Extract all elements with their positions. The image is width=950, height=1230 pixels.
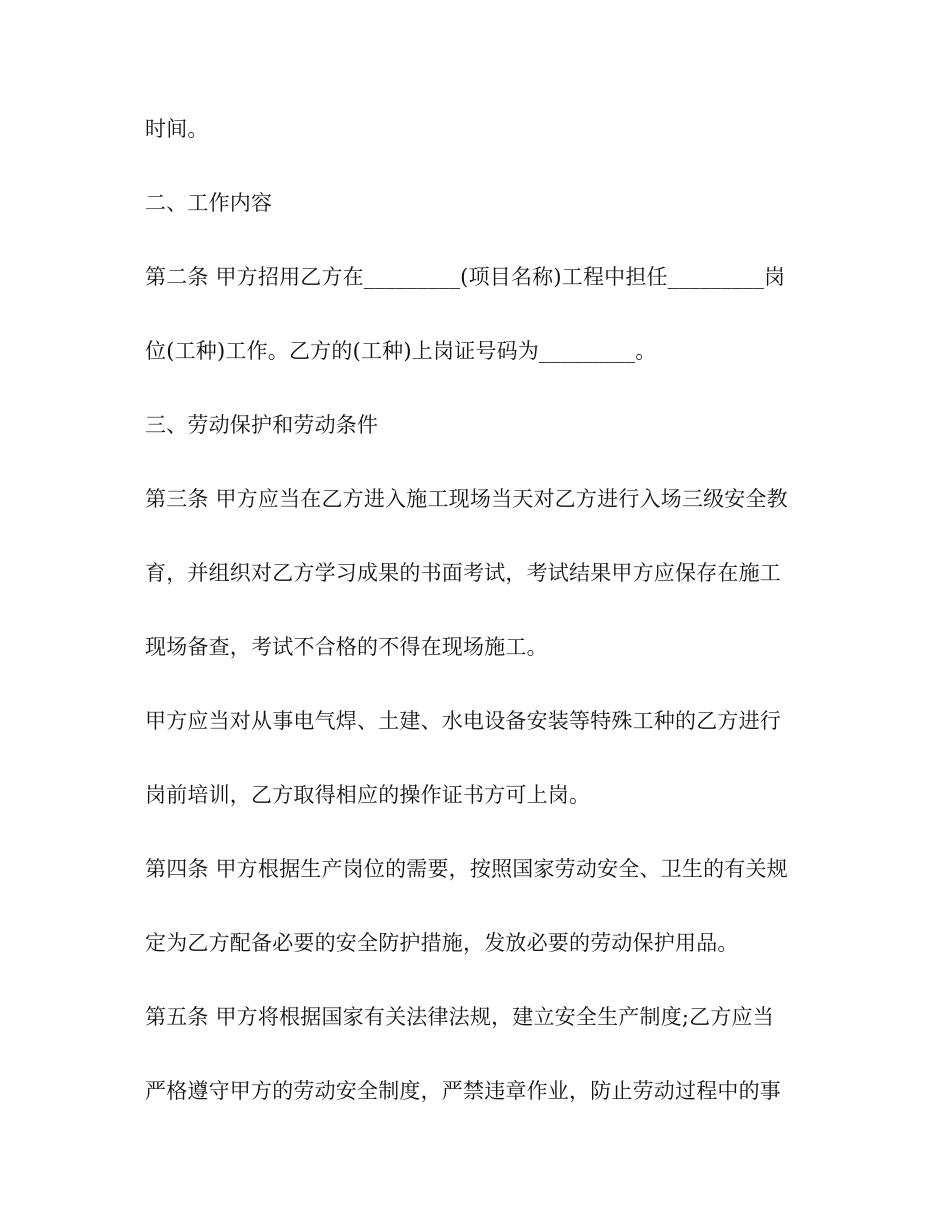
text-line: 岗前培训，乙方取得相应的操作证书方可上岗。 — [145, 783, 591, 807]
text-line: 第四条 甲方根据生产岗位的需要，按照国家劳动安全、卫生的有关规 — [145, 857, 788, 881]
section-heading: 二、工作内容 — [145, 191, 273, 215]
text-line: 现场备查，考试不合格的不得在现场施工。 — [145, 635, 548, 659]
text-line: 第五条 甲方将根据国家有关法律法规，建立安全生产制度;乙方应当 — [145, 1005, 774, 1029]
text-line: 定为乙方配备必要的安全防护措施，发放必要的劳动保护用品。 — [145, 931, 739, 955]
text-line: 育，并组织对乙方学习成果的书面考试，考试结果甲方应保存在施工 — [145, 561, 781, 585]
section-heading: 三、劳动保护和劳动条件 — [145, 413, 379, 437]
text-line: 位(工种)工作。乙方的(工种)上岗证号码为_________。 — [145, 339, 657, 363]
text-line: 时间。 — [145, 117, 209, 141]
text-line: 第二条 甲方招用乙方在_________(项目名称)工程中担任_________岗 — [145, 265, 786, 289]
text-line: 甲方应当对从事电气焊、土建、水电设备安装等特殊工种的乙方进行 — [145, 709, 781, 733]
document-body — [145, 117, 805, 1153]
text-line: 严格遵守甲方的劳动安全制度，严禁违章作业，防止劳动过程中的事 — [145, 1079, 781, 1103]
text-line: 第三条 甲方应当在乙方进入施工现场当天对乙方进行入场三级安全教 — [145, 487, 788, 511]
